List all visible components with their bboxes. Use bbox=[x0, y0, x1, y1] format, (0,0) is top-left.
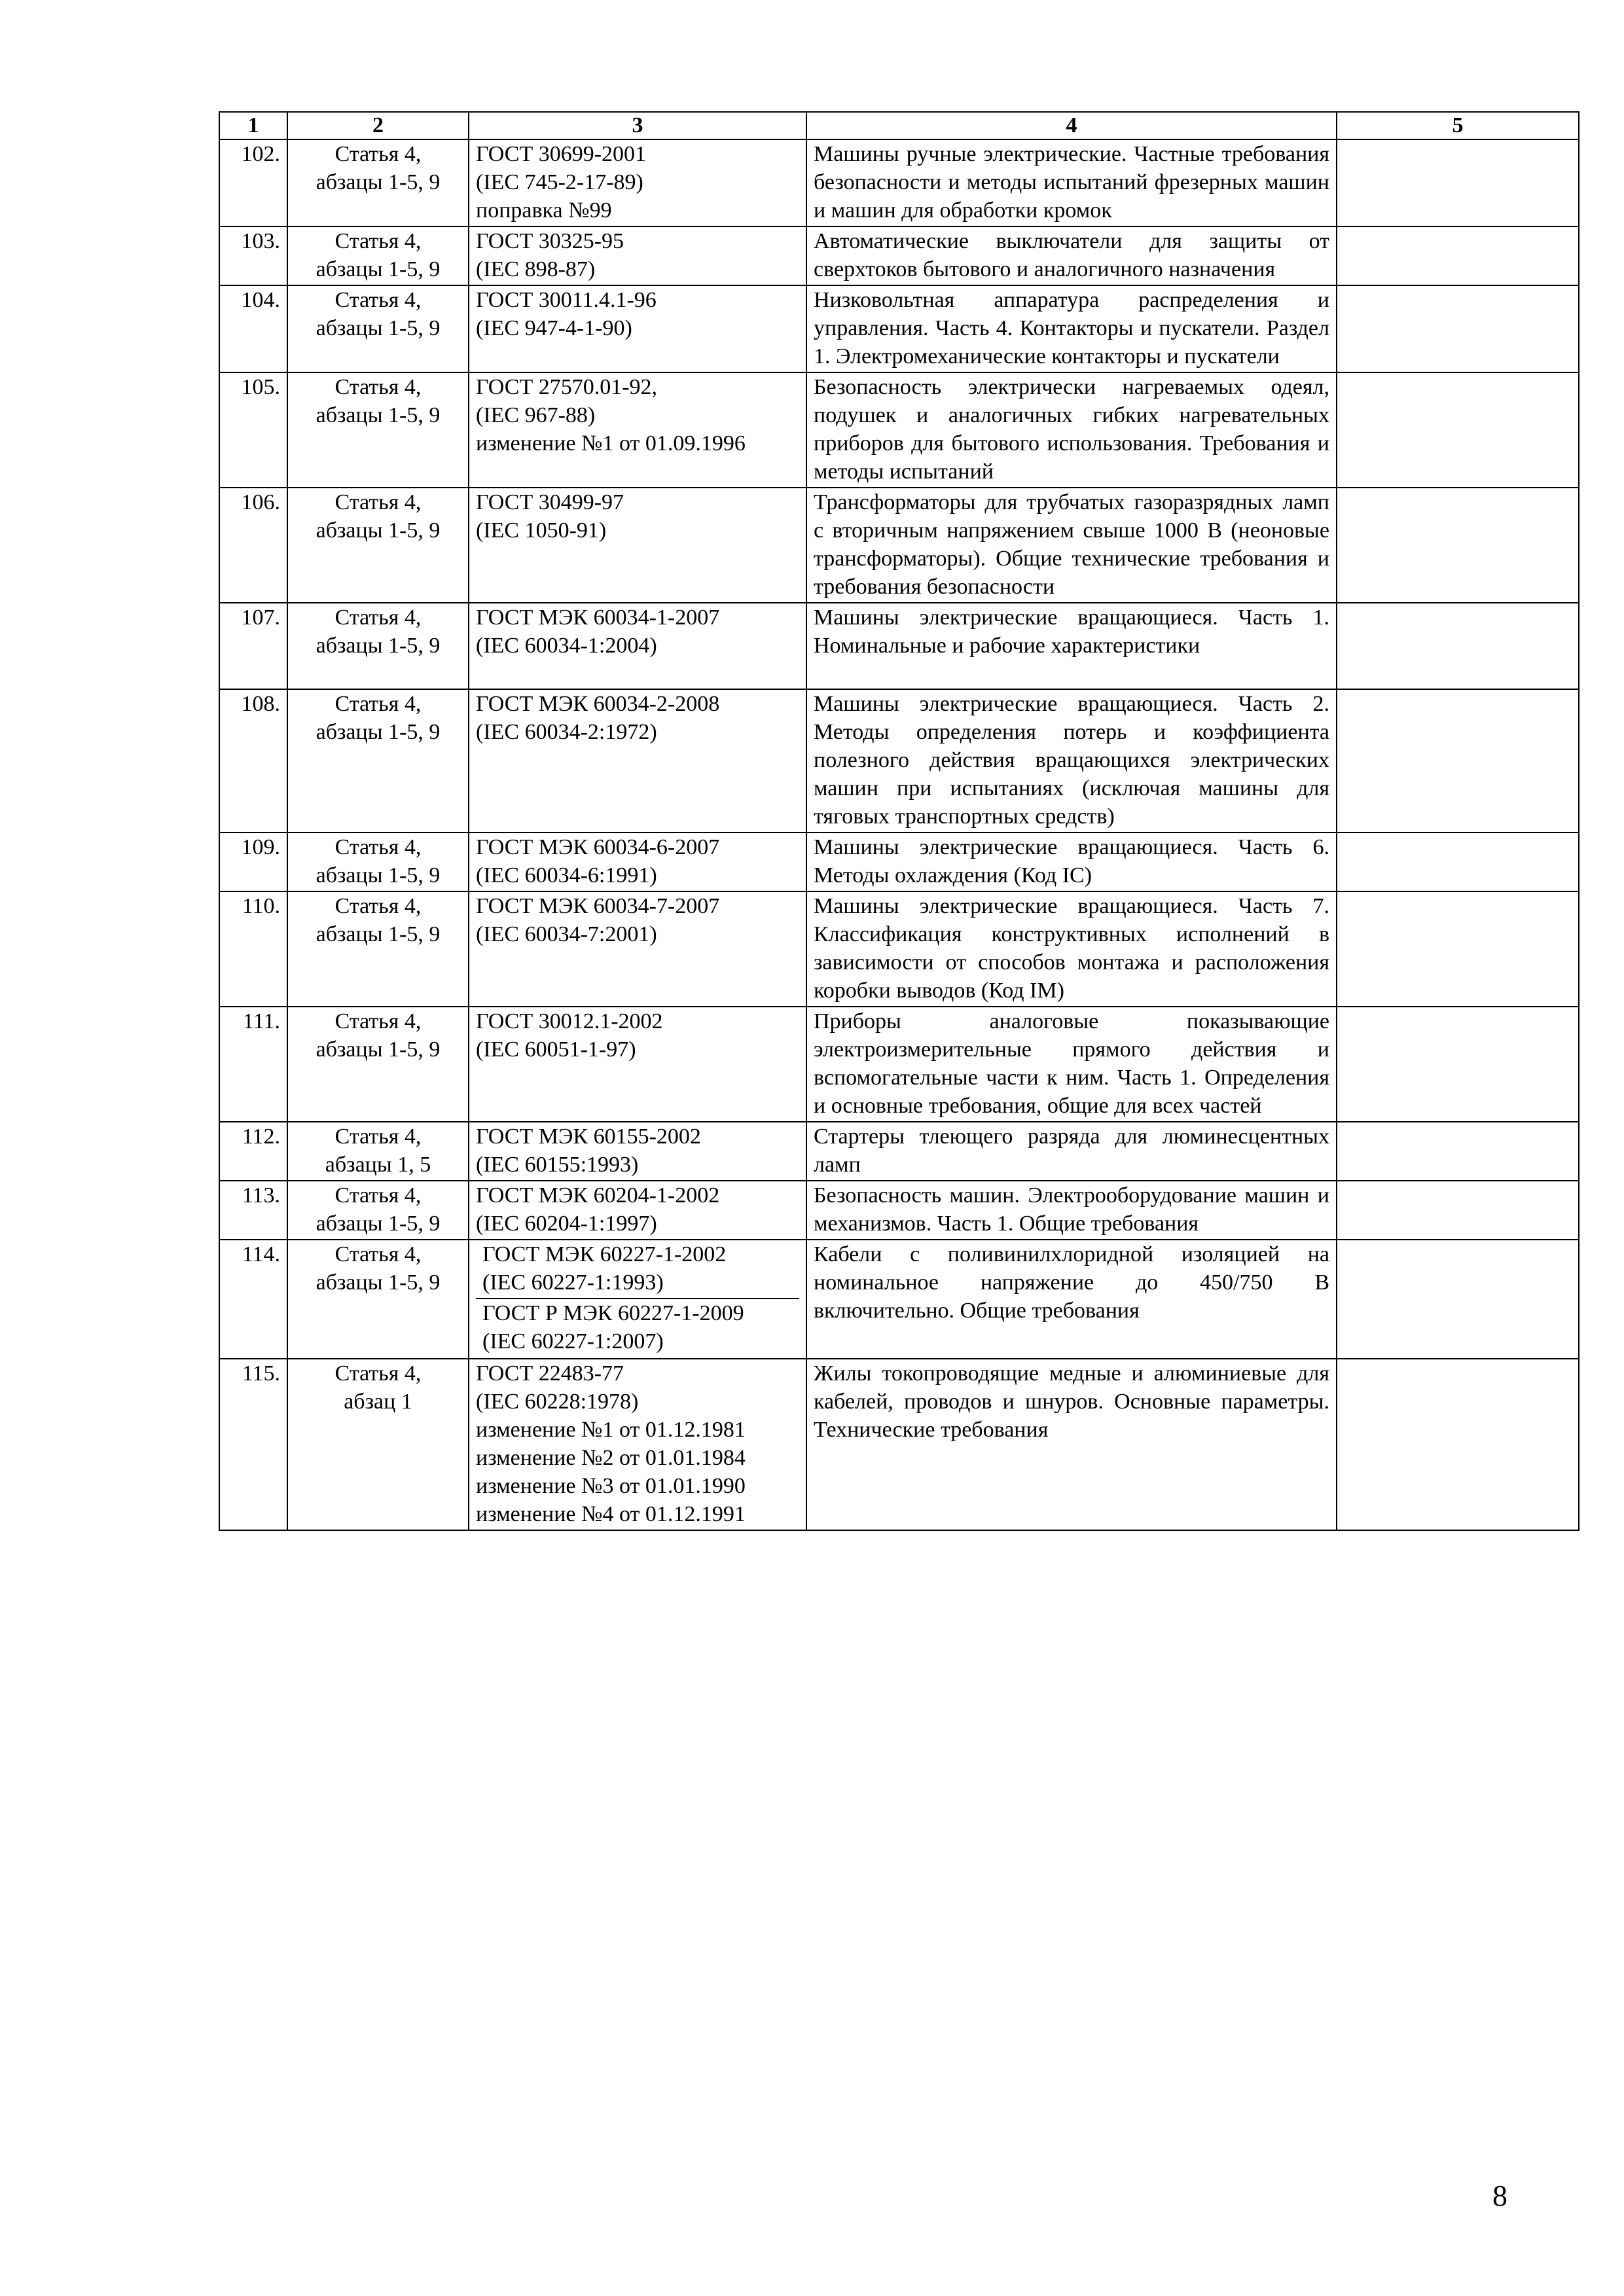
gost-cell bbox=[469, 1122, 806, 1181]
gost-line: ГОСТ МЭК 60155-2002 bbox=[476, 1124, 701, 1149]
gost-line: ГОСТ 30699-2001 bbox=[476, 142, 647, 166]
description-cell: Машины электрические вращающиеся. Часть 1. Номинальные и рабочие характеристики bbox=[806, 603, 1337, 689]
gost-cell bbox=[469, 139, 806, 226]
gost-line: (IEC 60034-1:2004) bbox=[476, 634, 657, 658]
table-row bbox=[219, 1240, 1579, 1359]
header-col-2: 2 bbox=[287, 112, 469, 139]
gost-line: изменение №4 от 01.12.1991 bbox=[476, 1502, 746, 1526]
description-cell: Машины ручные электрические. Частные требования безопасности и методы испытаний фрезерных машин и машин для обработки кромок bbox=[806, 139, 1337, 226]
article-line: абзацы 1-5, 9 bbox=[316, 1270, 441, 1295]
standards-table bbox=[219, 111, 1579, 1531]
article-cell bbox=[287, 488, 469, 603]
gost-line: ГОСТ МЭК 60204-1-2002 bbox=[476, 1183, 720, 1208]
row-number: 109. bbox=[219, 833, 287, 891]
table-row bbox=[219, 226, 1579, 285]
gost-cell bbox=[469, 833, 806, 891]
gost-cell bbox=[469, 1007, 806, 1122]
row-number: 112. bbox=[219, 1122, 287, 1181]
header-col-5: 5 bbox=[1337, 112, 1579, 139]
gost-cell bbox=[469, 1359, 806, 1530]
header-col-1: 1 bbox=[219, 112, 287, 139]
gost-line: изменение №3 от 01.01.1990 bbox=[476, 1474, 746, 1498]
header-row bbox=[219, 112, 1579, 139]
column-5-cell bbox=[1337, 603, 1579, 689]
article-cell bbox=[287, 1359, 469, 1530]
table-row bbox=[219, 1007, 1579, 1122]
article-line: Статья 4, bbox=[334, 692, 422, 716]
gost-line: (IEC 60034-7:2001) bbox=[476, 922, 657, 946]
description-cell: Приборы аналоговые показывающие электроизмерительные прямого действия и вспомогательные части к ним. Часть 1. Определения и основные требования, общие для всех частей bbox=[806, 1007, 1337, 1122]
article-line: Статья 4, bbox=[334, 375, 422, 399]
article-line: Статья 4, bbox=[334, 605, 422, 630]
gost-line: ГОСТ МЭК 60034-2-2008 bbox=[476, 692, 720, 716]
table-row bbox=[219, 372, 1579, 488]
article-line: Статья 4, bbox=[334, 288, 422, 312]
header-col-4: 4 bbox=[806, 112, 1337, 139]
row-number: 106. bbox=[219, 488, 287, 603]
description-cell: Машины электрические вращающиеся. Часть 7. Классификация конструктивных исполнений в зависимости от способов монтажа и расположения коробки выводов (Код IM) bbox=[806, 891, 1337, 1007]
article-line: абзац 1 bbox=[344, 1390, 412, 1414]
column-5-cell bbox=[1337, 1240, 1579, 1359]
table-row bbox=[219, 1359, 1579, 1530]
gost-line: изменение №2 от 01.01.1984 bbox=[476, 1446, 746, 1470]
table-row bbox=[219, 488, 1579, 603]
table-row bbox=[219, 1181, 1579, 1240]
article-cell bbox=[287, 372, 469, 488]
table-row bbox=[219, 139, 1579, 226]
article-line: абзацы 1-5, 9 bbox=[316, 257, 441, 281]
article-line: Статья 4, bbox=[334, 229, 422, 253]
article-line: Статья 4, bbox=[334, 1242, 422, 1266]
column-5-cell bbox=[1337, 1122, 1579, 1181]
row-number: 107. bbox=[219, 603, 287, 689]
gost-line: ГОСТ 27570.01-92, bbox=[476, 375, 658, 399]
gost-group bbox=[476, 1240, 799, 1298]
gost-line: (IEC 60228:1978) bbox=[476, 1390, 639, 1414]
column-5-cell bbox=[1337, 1181, 1579, 1240]
gost-line: (IEC 898-87) bbox=[476, 257, 596, 281]
article-line: абзацы 1-5, 9 bbox=[316, 863, 441, 888]
gost-cell bbox=[469, 689, 806, 833]
article-cell bbox=[287, 689, 469, 833]
article-line: Статья 4, bbox=[334, 835, 422, 859]
article-line: абзацы 1-5, 9 bbox=[316, 170, 441, 194]
description-cell: Машины электрические вращающиеся. Часть 6. Методы охлаждения (Код IC) bbox=[806, 833, 1337, 891]
gost-line: (IEC 1050-91) bbox=[476, 518, 607, 543]
gost-cell bbox=[469, 1181, 806, 1240]
column-5-cell bbox=[1337, 891, 1579, 1007]
gost-line: ГОСТ МЭК 60034-1-2007 bbox=[476, 605, 720, 630]
table-row bbox=[219, 603, 1579, 689]
column-5-cell bbox=[1337, 1007, 1579, 1122]
gost-line: ГОСТ 30011.4.1-96 bbox=[476, 288, 657, 312]
column-5-cell bbox=[1337, 1359, 1579, 1530]
gost-line: (IEC 60051-1-97) bbox=[476, 1037, 636, 1062]
article-cell bbox=[287, 1007, 469, 1122]
gost-line: (IEC 967-88) bbox=[476, 403, 596, 427]
article-cell bbox=[287, 285, 469, 372]
article-cell bbox=[287, 139, 469, 226]
gost-cell bbox=[469, 372, 806, 488]
column-5-cell bbox=[1337, 833, 1579, 891]
gost-group bbox=[476, 1298, 799, 1357]
gost-line: изменение №1 от 01.09.1996 bbox=[476, 431, 746, 456]
description-cell: Жилы токопроводящие медные и алюминиевые для кабелей, проводов и шнуров. Основные параметры. Технические требования bbox=[806, 1359, 1337, 1530]
description-cell: Кабели с поливинилхлоридной изоляцией на номинальное напряжение до 450/750 В включительно. Общие требования bbox=[806, 1240, 1337, 1359]
article-line: Статья 4, bbox=[334, 1009, 422, 1033]
gost-line: (IEC 947-4-1-90) bbox=[476, 316, 632, 340]
article-cell bbox=[287, 603, 469, 689]
gost-line: (IEC 60227-1:1993) bbox=[482, 1270, 664, 1295]
gost-line: изменение №1 от 01.12.1981 bbox=[476, 1418, 746, 1442]
gost-cell bbox=[469, 488, 806, 603]
gost-line: (IEC 60155:1993) bbox=[476, 1153, 639, 1177]
row-number: 102. bbox=[219, 139, 287, 226]
gost-line: ГОСТ МЭК 60034-6-2007 bbox=[476, 835, 720, 859]
article-line: абзацы 1-5, 9 bbox=[316, 518, 441, 543]
gost-line: ГОСТ 30012.1-2002 bbox=[476, 1009, 663, 1033]
row-number: 113. bbox=[219, 1181, 287, 1240]
gost-line: (IEC 60227-1:2007) bbox=[482, 1329, 664, 1354]
gost-line: (IEC 60034-6:1991) bbox=[476, 863, 657, 888]
gost-line: ГОСТ МЭК 60034-7-2007 bbox=[476, 894, 720, 918]
description-cell: Безопасность машин. Электрооборудование машин и механизмов. Часть 1. Общие требования bbox=[806, 1181, 1337, 1240]
column-5-cell bbox=[1337, 488, 1579, 603]
column-5-cell bbox=[1337, 285, 1579, 372]
article-line: Статья 4, bbox=[334, 1183, 422, 1208]
table-body bbox=[219, 139, 1579, 1530]
row-number: 111. bbox=[219, 1007, 287, 1122]
article-line: Статья 4, bbox=[334, 490, 422, 514]
article-line: абзацы 1-5, 9 bbox=[316, 316, 441, 340]
article-line: Статья 4, bbox=[334, 1361, 422, 1386]
row-number: 103. bbox=[219, 226, 287, 285]
gost-cell bbox=[469, 1240, 806, 1359]
row-number: 114. bbox=[219, 1240, 287, 1359]
column-5-cell bbox=[1337, 139, 1579, 226]
gost-line: ГОСТ 30499-97 bbox=[476, 490, 624, 514]
article-line: Статья 4, bbox=[334, 1124, 422, 1149]
description-cell: Автоматические выключатели для защиты от сверхтоков бытового и аналогичного назначения bbox=[806, 226, 1337, 285]
table-row bbox=[219, 689, 1579, 833]
page-number: 8 bbox=[1492, 2179, 1507, 2212]
row-number: 108. bbox=[219, 689, 287, 833]
article-cell bbox=[287, 1122, 469, 1181]
gost-line: (IEC 60034-2:1972) bbox=[476, 720, 657, 744]
description-cell: Низковольтная аппаратура распределения и управления. Часть 4. Контакторы и пускатели. Раздел 1. Электромеханические контакторы и пускатели bbox=[806, 285, 1337, 372]
description-cell: Машины электрические вращающиеся. Часть 2. Методы определения потерь и коэффициента полезного действия вращающихся электрических машин при испытаниях (исключая машины для тяговых транспортных средств) bbox=[806, 689, 1337, 833]
description-cell: Трансформаторы для трубчатых газоразрядных ламп с вторичным напряжением свыше 1000 В (неоновые трансформаторы). Общие технические требования и требования безопасности bbox=[806, 488, 1337, 603]
gost-line: поправка №99 bbox=[476, 198, 612, 223]
row-number: 104. bbox=[219, 285, 287, 372]
article-line: абзацы 1-5, 9 bbox=[316, 403, 441, 427]
gost-cell bbox=[469, 226, 806, 285]
column-5-cell bbox=[1337, 689, 1579, 833]
gost-cell bbox=[469, 891, 806, 1007]
article-line: абзацы 1-5, 9 bbox=[316, 922, 441, 946]
gost-line: ГОСТ МЭК 60227-1-2002 bbox=[482, 1242, 727, 1266]
article-line: абзацы 1-5, 9 bbox=[316, 1037, 441, 1062]
table-row bbox=[219, 285, 1579, 372]
description-cell: Стартеры тлеющего разряда для люминесцентных ламп bbox=[806, 1122, 1337, 1181]
table-row bbox=[219, 891, 1579, 1007]
row-number: 105. bbox=[219, 372, 287, 488]
column-5-cell bbox=[1337, 226, 1579, 285]
article-line: Статья 4, bbox=[334, 894, 422, 918]
row-number: 110. bbox=[219, 891, 287, 1007]
article-cell bbox=[287, 1181, 469, 1240]
article-cell bbox=[287, 833, 469, 891]
gost-cell bbox=[469, 603, 806, 689]
article-line: абзацы 1-5, 9 bbox=[316, 720, 441, 744]
article-line: абзацы 1-5, 9 bbox=[316, 634, 441, 658]
article-line: абзацы 1, 5 bbox=[325, 1153, 431, 1177]
article-cell bbox=[287, 891, 469, 1007]
gost-line: (IEC 60204-1:1997) bbox=[476, 1211, 657, 1236]
table-row bbox=[219, 833, 1579, 891]
article-line: Статья 4, bbox=[334, 142, 422, 166]
gost-line: ГОСТ 30325-95 bbox=[476, 229, 624, 253]
article-cell bbox=[287, 226, 469, 285]
column-5-cell bbox=[1337, 372, 1579, 488]
gost-line: ГОСТ Р МЭК 60227-1-2009 bbox=[482, 1301, 744, 1325]
gost-line: (IEC 745-2-17-89) bbox=[476, 170, 643, 194]
table-row bbox=[219, 1122, 1579, 1181]
row-number: 115. bbox=[219, 1359, 287, 1530]
gost-cell bbox=[469, 285, 806, 372]
article-cell bbox=[287, 1240, 469, 1359]
article-line: абзацы 1-5, 9 bbox=[316, 1211, 441, 1236]
header-col-3: 3 bbox=[469, 112, 806, 139]
gost-line: ГОСТ 22483-77 bbox=[476, 1361, 624, 1386]
description-cell: Безопасность электрически нагреваемых одеял, подушек и аналогичных гибких нагревательных приборов для бытового использования. Требования и методы испытаний bbox=[806, 372, 1337, 488]
